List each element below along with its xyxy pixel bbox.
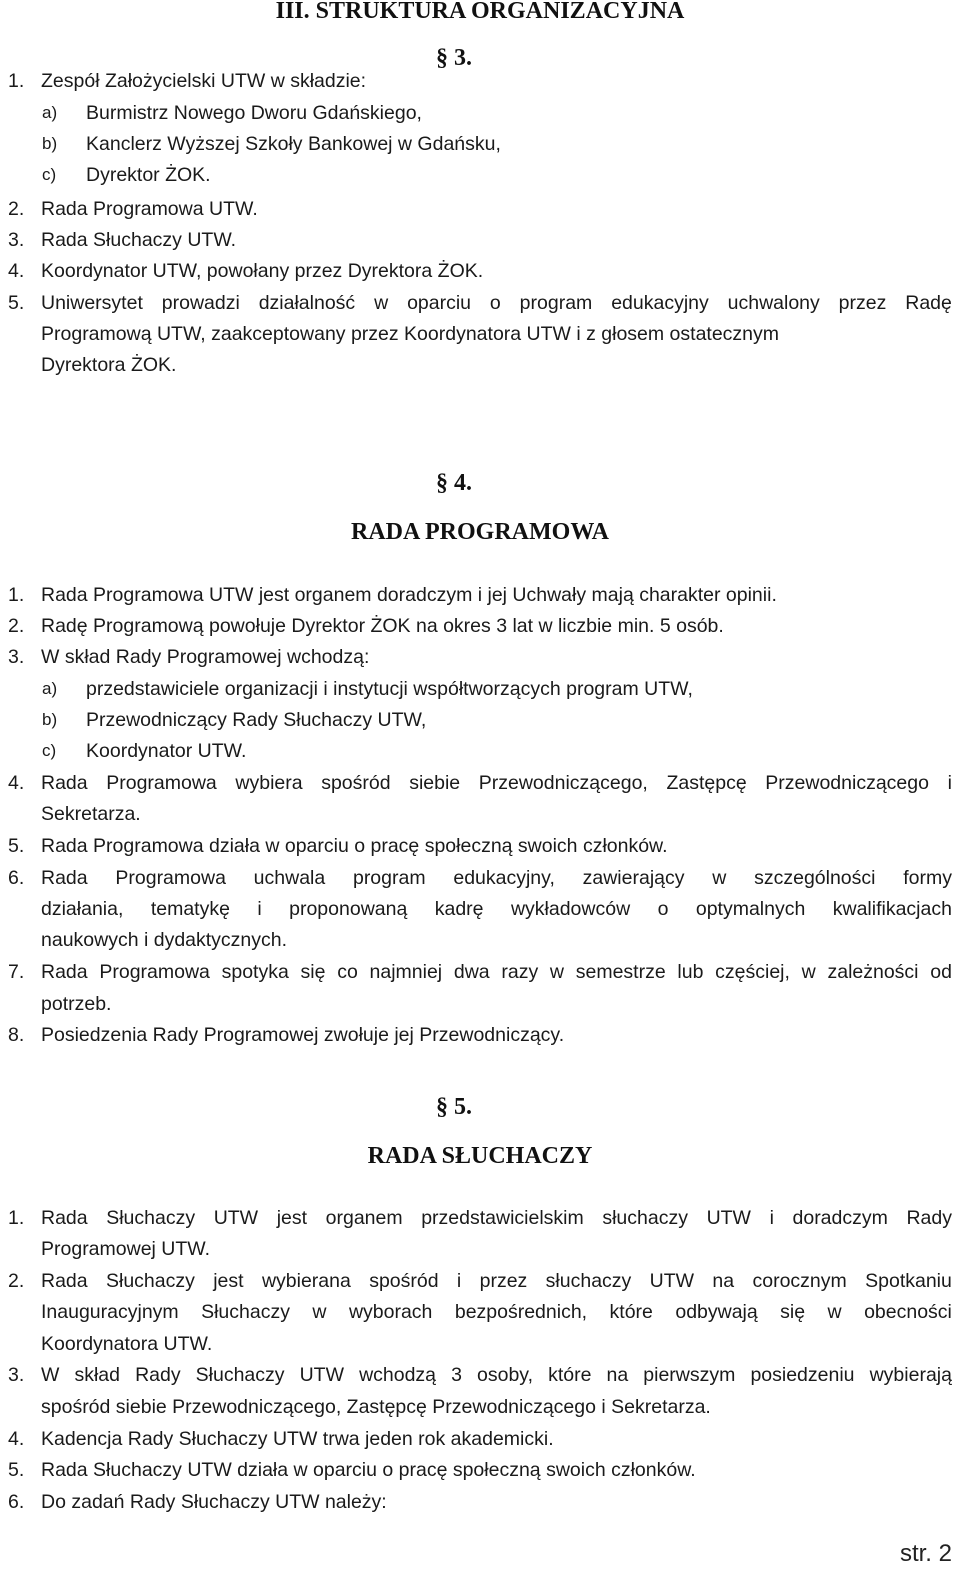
word: oparciu [407,292,472,314]
subitem-letter: c) [42,165,57,184]
item-text-line [41,866,952,890]
word: razy [501,961,539,983]
subitem-letter: b) [42,710,58,729]
word: Słuchaczy [195,1364,285,1386]
word: Programowa [106,772,217,794]
word: kadrę [434,898,484,920]
word: działalność [258,292,356,314]
word: na [712,1270,735,1292]
word: wykładowców [510,898,631,920]
word: program [519,292,593,314]
item-number: 2. [8,1270,25,1292]
word: Inauguracyjnym [41,1301,179,1323]
word: Rady [906,1207,952,1229]
word: najmniej [369,961,443,983]
item-text: Rada Programowa UTW jest organem doradczym i jej Uchwały mają charakter opinii. [41,584,777,606]
item-text: Rada Programowa działa w oparciu o pracę społeczną swoich członków. [41,835,668,857]
word: jest [276,1207,308,1229]
word: przez [838,292,887,314]
item-text-line [41,1300,952,1324]
word: Zastępcę [666,772,747,794]
item-text: Koordynator UTW, powołany przez Dyrektora ŻOK. [41,260,484,282]
subitem-text: Dyrektor ŻOK. [86,164,211,186]
word: w [827,1301,842,1323]
word: obecności [864,1301,952,1323]
item-text-line [41,771,952,795]
word: kwalifikacjach [832,898,952,920]
item-text-line: potrzeb. [41,993,112,1015]
item-text: Rada Programowa UTW. [41,198,258,220]
item-text-line [41,1269,952,1293]
word: Rada [41,1270,88,1292]
word: UTW [649,1270,695,1292]
item-text-line [41,1206,952,1230]
section-3-sign: § 3. [436,45,472,71]
word: od [930,961,952,983]
word: osoby, [477,1364,534,1386]
item-number: 6. [8,1491,25,1513]
word: uchwala [253,867,326,889]
item-number: 1. [8,1207,25,1229]
word: w [712,867,727,889]
word: organem [325,1207,403,1229]
word: tematykę [150,898,230,920]
word: skład [74,1364,120,1386]
subitem-text: Burmistrz Nowego Dworu Gdańskiego, [86,102,422,124]
word: pierwszym [643,1364,736,1386]
item-text: Zespół Założycielski UTW w składzie: [41,70,367,92]
word: lub [677,961,704,983]
item-number: 2. [8,615,25,637]
word: Rada [41,961,88,983]
item-number: 1. [8,70,25,92]
item-number: 5. [8,1459,25,1481]
word: formy [903,867,952,889]
word: szczególności [754,867,876,889]
word: Przewodniczącego [765,772,929,794]
item-text-line: spośród siebie Przewodniczącego, Zastępcę Przewodniczącego i Sekretarza. [41,1396,711,1418]
item-text-line: Sekretarza. [41,803,141,825]
item-text: Rada Słuchaczy UTW. [41,229,237,251]
word: jest [213,1270,244,1292]
item-text: Do zadań Rady Słuchaczy UTW należy: [41,1491,387,1513]
word: i [456,1270,462,1292]
item-text-line: Koordynatora UTW. [41,1333,213,1355]
subitem-text: Przewodniczący Rady Słuchaczy UTW, [86,709,427,731]
item-text-line [41,291,952,315]
item-number: 6. [8,867,25,889]
section-4-title: RADA PROGRAMOWA [351,519,609,545]
word: na [606,1364,629,1386]
word: się [780,1301,806,1323]
item-text-line [41,897,952,921]
item-number: 4. [8,260,25,282]
word: edukacyjny [611,292,709,314]
word: wchodzą [359,1364,437,1386]
word: słuchaczy [602,1207,688,1229]
word: wybierana [261,1270,351,1292]
subitem-text: Koordynator UTW. [86,740,247,762]
word: W [41,1364,60,1386]
word: które [548,1364,592,1386]
item-text-line [41,1363,952,1387]
word: Programowa [115,867,226,889]
word: Rada [41,772,88,794]
chapter-title: III. STRUKTURA ORGANIZACYJNA [275,0,685,24]
word: i [947,772,952,794]
word: UTW [299,1364,344,1386]
item-text: Radę Programową powołuje Dyrektor ŻOK na okres 3 lat w liczbie min. 5 osób. [41,615,724,637]
word: spośród [369,1270,439,1292]
item-number: 4. [8,772,25,794]
item-number: 3. [8,229,25,251]
word: siebie [409,772,461,794]
word: co [337,961,358,983]
word: prowadzi [161,292,240,314]
word: spotyka [221,961,289,983]
item-number: 2. [8,198,25,220]
word: o [489,292,501,314]
item-text: Posiedzenia Rady Programowej zwołuje jej Przewodniczący. [41,1024,565,1046]
word: zależności [827,961,919,983]
item-number: 1. [8,584,25,606]
word: Spotkaniu [865,1270,952,1292]
item-text-line [41,960,952,984]
item-text-line: Programowej UTW. [41,1238,211,1260]
item-number: 3. [8,646,25,668]
subitem-letter: a) [42,103,58,122]
item-text: Rada Słuchaczy UTW działa w oparciu o pracę społeczną swoich członków. [41,1459,696,1481]
item-number: 4. [8,1428,25,1450]
word: wybiera [235,772,303,794]
subitem-letter: c) [42,741,57,760]
page-number: str. 2 [899,1540,952,1567]
item-number: 3. [8,1364,25,1386]
word: edukacyjny, [453,867,555,889]
word: się [300,961,326,983]
word: częściej, [715,961,790,983]
section-5-title: RADA SŁUCHACZY [367,1143,593,1169]
item-text: W skład Rady Programowej wchodzą: [41,646,370,668]
item-text-line: Dyrektora ŻOK. [41,354,177,376]
word: Rada [41,1207,88,1229]
word: spośród [321,772,391,794]
word: przez [479,1270,528,1292]
word: dwa [453,961,490,983]
word: Słuchaczy [201,1301,290,1323]
subitem-letter: a) [42,679,58,698]
item-text-line: naukowych i dydaktycznych. [41,929,288,951]
word: Radę [905,292,952,314]
word: proponowaną [289,898,408,920]
word: corocznym [752,1270,847,1292]
item-number: 5. [8,835,25,857]
word: i [769,1207,774,1229]
word: w [549,961,565,983]
word: Przewodniczącego, [478,772,648,794]
word: wybierają [869,1364,952,1386]
item-text-line: Programową UTW, zaakceptowany przez Koordynatora UTW i z głosem ostatecznym [41,323,780,345]
word: odbywają [675,1301,758,1323]
word: UTW [706,1207,751,1229]
item-number: 7. [8,961,25,983]
word: Programowa [99,961,210,983]
word: w [312,1301,327,1323]
word: w [374,292,389,314]
word: uchwalony [727,292,820,314]
word: Rady [135,1364,181,1386]
word: w [801,961,816,983]
word: działania, [41,898,124,920]
word: słuchaczy [545,1270,632,1292]
word: zawierający [582,867,685,889]
word: optymalnych [695,898,806,920]
item-number: 8. [8,1024,25,1046]
subitem-text: Kanclerz Wyższej Szkoły Bankowej w Gdańsku, [86,133,501,155]
word: semestrze [575,961,666,983]
section-4-sign: § 4. [436,470,472,496]
word: Słuchaczy [106,1207,196,1229]
word: przedstawicielskim [421,1207,584,1229]
word: bezpośrednich, [454,1301,588,1323]
word: Uniwersytet [41,292,143,314]
word: o [657,898,669,920]
word: posiedzeniu [750,1364,855,1386]
item-number: 5. [8,292,25,314]
word: wyborach [348,1301,433,1323]
word: Słuchaczy [105,1270,195,1292]
item-text: Kadencja Rady Słuchaczy UTW trwa jeden rok akademicki. [41,1428,554,1450]
word: Rada [41,867,88,889]
section-5-sign: § 5. [436,1094,472,1120]
word: doradczym [792,1207,888,1229]
word: UTW [213,1207,259,1229]
word: które [609,1301,653,1323]
word: program [352,867,426,889]
word: i [257,898,262,920]
subitem-letter: b) [42,134,58,153]
subitem-text: przedstawiciele organizacji i instytucji współtworzących program UTW, [86,678,693,700]
word: 3 [451,1364,462,1386]
